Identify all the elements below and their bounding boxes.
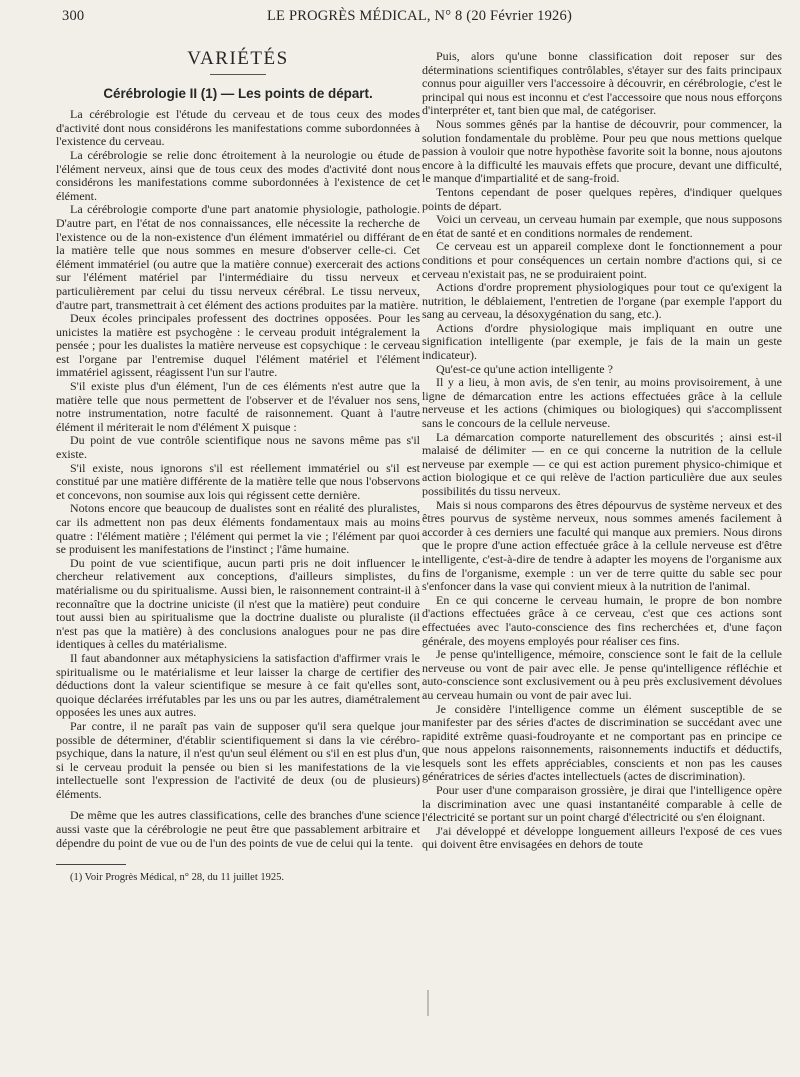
paragraph: La cérébrologie comporte d'une part anatomie physiologie, pathologie. D'autre part, en l'état de nos connaissances, elle nécessite la recherche de l'existence ou de la non-existence d'un élément immatériel ou différant de la matière telle que nous sommes en mesure d'observer celle-ci. Cet élément immatériel (ou autre que la matière connue) exercerait des actions sur l'élément matériel par l'intermédiaire du tissu nerveux et particulièrement par celui du tissu nerveux cérébral. Le tissu nerveux, d'autre part, transmettrait à cet élément des actions produites par la matière. (56, 202, 420, 312)
section-title: VARIÉTÉS (187, 48, 289, 69)
page-number: 300 (62, 8, 85, 24)
paragraph: Qu'est-ce qu'une action intelligente ? (436, 361, 613, 376)
margin-mark (424, 988, 432, 1018)
running-title: LE PROGRÈS MÉDICAL, N° 8 (20 Février 1926) (267, 8, 572, 24)
paragraph: Du point de vue contrôle scientifique nous ne savons même pas s'il existe. (56, 433, 420, 462)
paragraph: Du point de vue scientifique, aucun parti pris ne doit influencer le chercheur relativement aux conceptions, d'ailleurs simplistes, du matérialisme ou du spiritualisme. Aussi bien, le raisonnement contraint-il à reconnaître que la doctrine uniciste (il n'est que la matière) peut conduire tout aussi bien au spiritualisme que la doctrine dualiste ou pluraliste (il n'est pas que la matière) à des conclusions analogues pour ne pas dire identiques à celles du matérialisme. (56, 555, 420, 652)
paragraph: Puis, alors qu'une bonne classification doit reposer sur des déterminations scientifiques contrôlables, s'étayer sur des faits principaux connus pour aiguiller vers l'accessoire à découvrir, en cérébrologie, c'est le principal qui nous est inconnu et c'est l'accessoire que nous nous efforçons d'interpréter et, tant bien que mal, de catégoriser. (422, 49, 782, 118)
paragraph: Mais si nous comparons des êtres dépourvus de système nerveux et des êtres pourvus de système nerveux, nous sommes amenés facilement à accorder à ces derniers une faculté qui manque aux premiers. Nous dirons que le propre d'une action effectuée grâce à la cellule nerveuse est d'être intelligente, c'est-à-dire de tendre à adapter les moyens de l'organisme aux fins de l'organisme, exemple : un ver de terre quitte du sable sec pour s'enfoncer dans la vase qui convient mieux à la nutrition de l'animal. (422, 497, 782, 594)
right-column (422, 50, 782, 852)
paragraph: Ce cerveau est un appareil complexe dont le fonctionnement a pour conditions et pour conséquences un certain nombre d'actions qui, si ce cerveau n'existait pas, ne se produiraient point. (422, 239, 782, 281)
paragraph: Deux écoles principales professent des doctrines opposées. Pour les unicistes la matière est psychogène : le cerveau produit intégralement la pensée ; pour les dualistes la matière nerveuse est copsychique : le cerveau est l'organe par l'entremise duquel l'élément matériel et l'élément immatériel agissent, réagissent l'un sur l'autre. (56, 311, 420, 380)
paragraph: Je considère l'intelligence comme un élément susceptible de se manifester par des séries d'actes de discrimination se succédant avec une rapidité extrême quasi-foudroyante et ne comportant pas en principe ce que nous appelons raisonnements, raisonnements inductifs et déductifs, lesquels sont les effets appréciables, conscients et non pas les causes génératrices de séries d'actes intellectuels (actes de discrimination). (422, 701, 782, 784)
footnote: (1) Voir Progrès Médical, n° 28, du 11 juillet 1925. (70, 872, 284, 884)
paragraph: Notons encore que beaucoup de dualistes sont en réalité des pluralistes, car ils admettent non pas deux éléments fondamentaux mais au moins quatre : l'élément matière ; l'élément qui permet la vie ; l'élément par quoi se produisent les manifestations de l'instinct ; l'âme humaine. (56, 501, 420, 557)
running-header (62, 8, 776, 30)
paragraph: La démarcation comporte naturellement des obscurités ; ainsi est-il malaisé de délimiter — en ce qui concerne la nutrition de la cellule nerveuse par exemple — ce qui est action purement physico-chimique et action biologique et ce qui relève de l'action particulière due aux seules possibilités du tissu nerveux. (422, 429, 782, 498)
paragraph: S'il existe, nous ignorons s'il est réellement immatériel ou s'il est constitué par une matière différente de la matière telle que nous l'observons et concevons, non soumise aux lois qui régissent cette dernière. (56, 460, 420, 502)
paragraph: Par contre, il ne paraît pas vain de supposer qu'il sera quelque jour possible de déterminer, d'établir scientifiquement si dans la vie cérébro-psychique, dans la nature, il n'est qu'un seul élément ou s'il en est plus d'un, si le cerveau produit la pensée ou bien si les manifestations de la vie intellectuelle sont l'expression de l'activité de deux (ou de plusieurs) éléments. (56, 718, 420, 801)
paragraph: Nous sommes gênés par la hantise de découvrir, pour commencer, la solution fondamentale du problème. Pour peu que nous mettions quelque passion à vouloir que notre hypothèse favorite soit la bonne, nous ajoutons encore à la difficulté les mauvais effets que procure, devant une difficulté, le manque d'impartialité et de sang-froid. (422, 116, 782, 186)
paragraph: S'il existe plus d'un élément, l'un de ces éléments n'est autre que la matière telle que nous permettent de l'observer et de l'évaluer nos sens, notre instrumentation, notre faculté de raisonnement. Quant à l'autre élément il mériterait le nom d'élément X puisque : (56, 379, 420, 434)
paragraph: Actions d'ordre proprement physiologiques pour tout ce qu'exigent la nutrition, le déblaiement, l'entretien de l'organe (par exemple l'apport du sang au cerveau, la désoxygénation du sang, etc.). (422, 280, 782, 322)
paragraph: La cérébrologie est l'étude du cerveau et de tous ceux des modes d'activité dont nous considérons les manifestations comme subordonnées à l'existence du cerveau. (56, 107, 420, 149)
paragraph: Voici un cerveau, un cerveau humain par exemple, que nous supposons en état de santé et en conditions normales de rendement. (422, 212, 782, 240)
paragraph: Actions d'ordre physiologique mais impliquant en outre une signification intelligente (par exemple, je fais de la main un geste indicateur). (422, 320, 782, 363)
paragraph: Pour user d'une comparaison grossière, je dirai que l'intelligence opère la discrimination avec une quasi instantanéité comparable à celle de l'électricité se portant sur un point chargé d'électricité ou s'en éloignant. (422, 783, 782, 825)
paragraph: Je pense qu'intelligence, mémoire, conscience sont le fait de la cellule nerveuse ou vont de pair avec elle. Je pense qu'intelligence réfléchie et auto-conscience sont exclusivement ou à peu près exclusivement dévolues au cerveau humain ou vont de pair avec lui. (422, 647, 782, 702)
paragraph: Il y a lieu, à mon avis, de s'en tenir, au moins provisoirement, à une ligne de démarcation entre les actions effectuées grâce à la cellule nerveuse et les actions (chimiques ou biologiques) qui s'accomplissent sans le concours de la cellule nerveuse. (422, 375, 782, 431)
paragraph: Il faut abandonner aux métaphysiciens la satisfaction d'affirmer vrais le spiritualisme ou le matérialisme et leur laisser la charge de certifier des déductions dont la valeur scientifique se mesure à ce fait qu'elles sont, quoique déclarées irréfutables par les uns ou par les autres, diamétralement opposées les unes aux autres. (56, 650, 420, 720)
article-title: Cérébrologie II (1) — Les points de départ. (103, 85, 373, 101)
left-column (56, 46, 420, 885)
closing-paragraph: De même que les autres classifications, celle des branches d'une science aussi vaste que la cérébrologie ne peut être que passablement arbitraire et dépendre du point de vue ou de l'un des points de vue de celui qui la tente. (56, 808, 420, 850)
paragraph: J'ai développé et développe longuement ailleurs l'exposé de ces vues qui doivent être envisagées en dehors de toute (422, 823, 782, 852)
paragraph: La cérébrologie se relie donc étroitement à la neurologie ou étude de l'élément nerveux, ainsi que de tous ceux des modes d'activité dont nous considérons les manifestations comme subordonnées à l'existence de cet élément. (56, 147, 420, 203)
paragraph: En ce qui concerne le cerveau humain, le propre de bon nombre d'actions effectuées grâce à ce cerveau, c'est que ces actions sont effectuées avec l'auto-conscience des fins recherchées et, d'une façon générale, des moyens employés pour réaliser ces fins. (422, 592, 782, 648)
paragraph: Tentons cependant de poser quelques repères, d'indiquer quelques points de départ. (422, 184, 782, 213)
section-divider (210, 74, 266, 75)
footnote-rule (56, 864, 126, 865)
